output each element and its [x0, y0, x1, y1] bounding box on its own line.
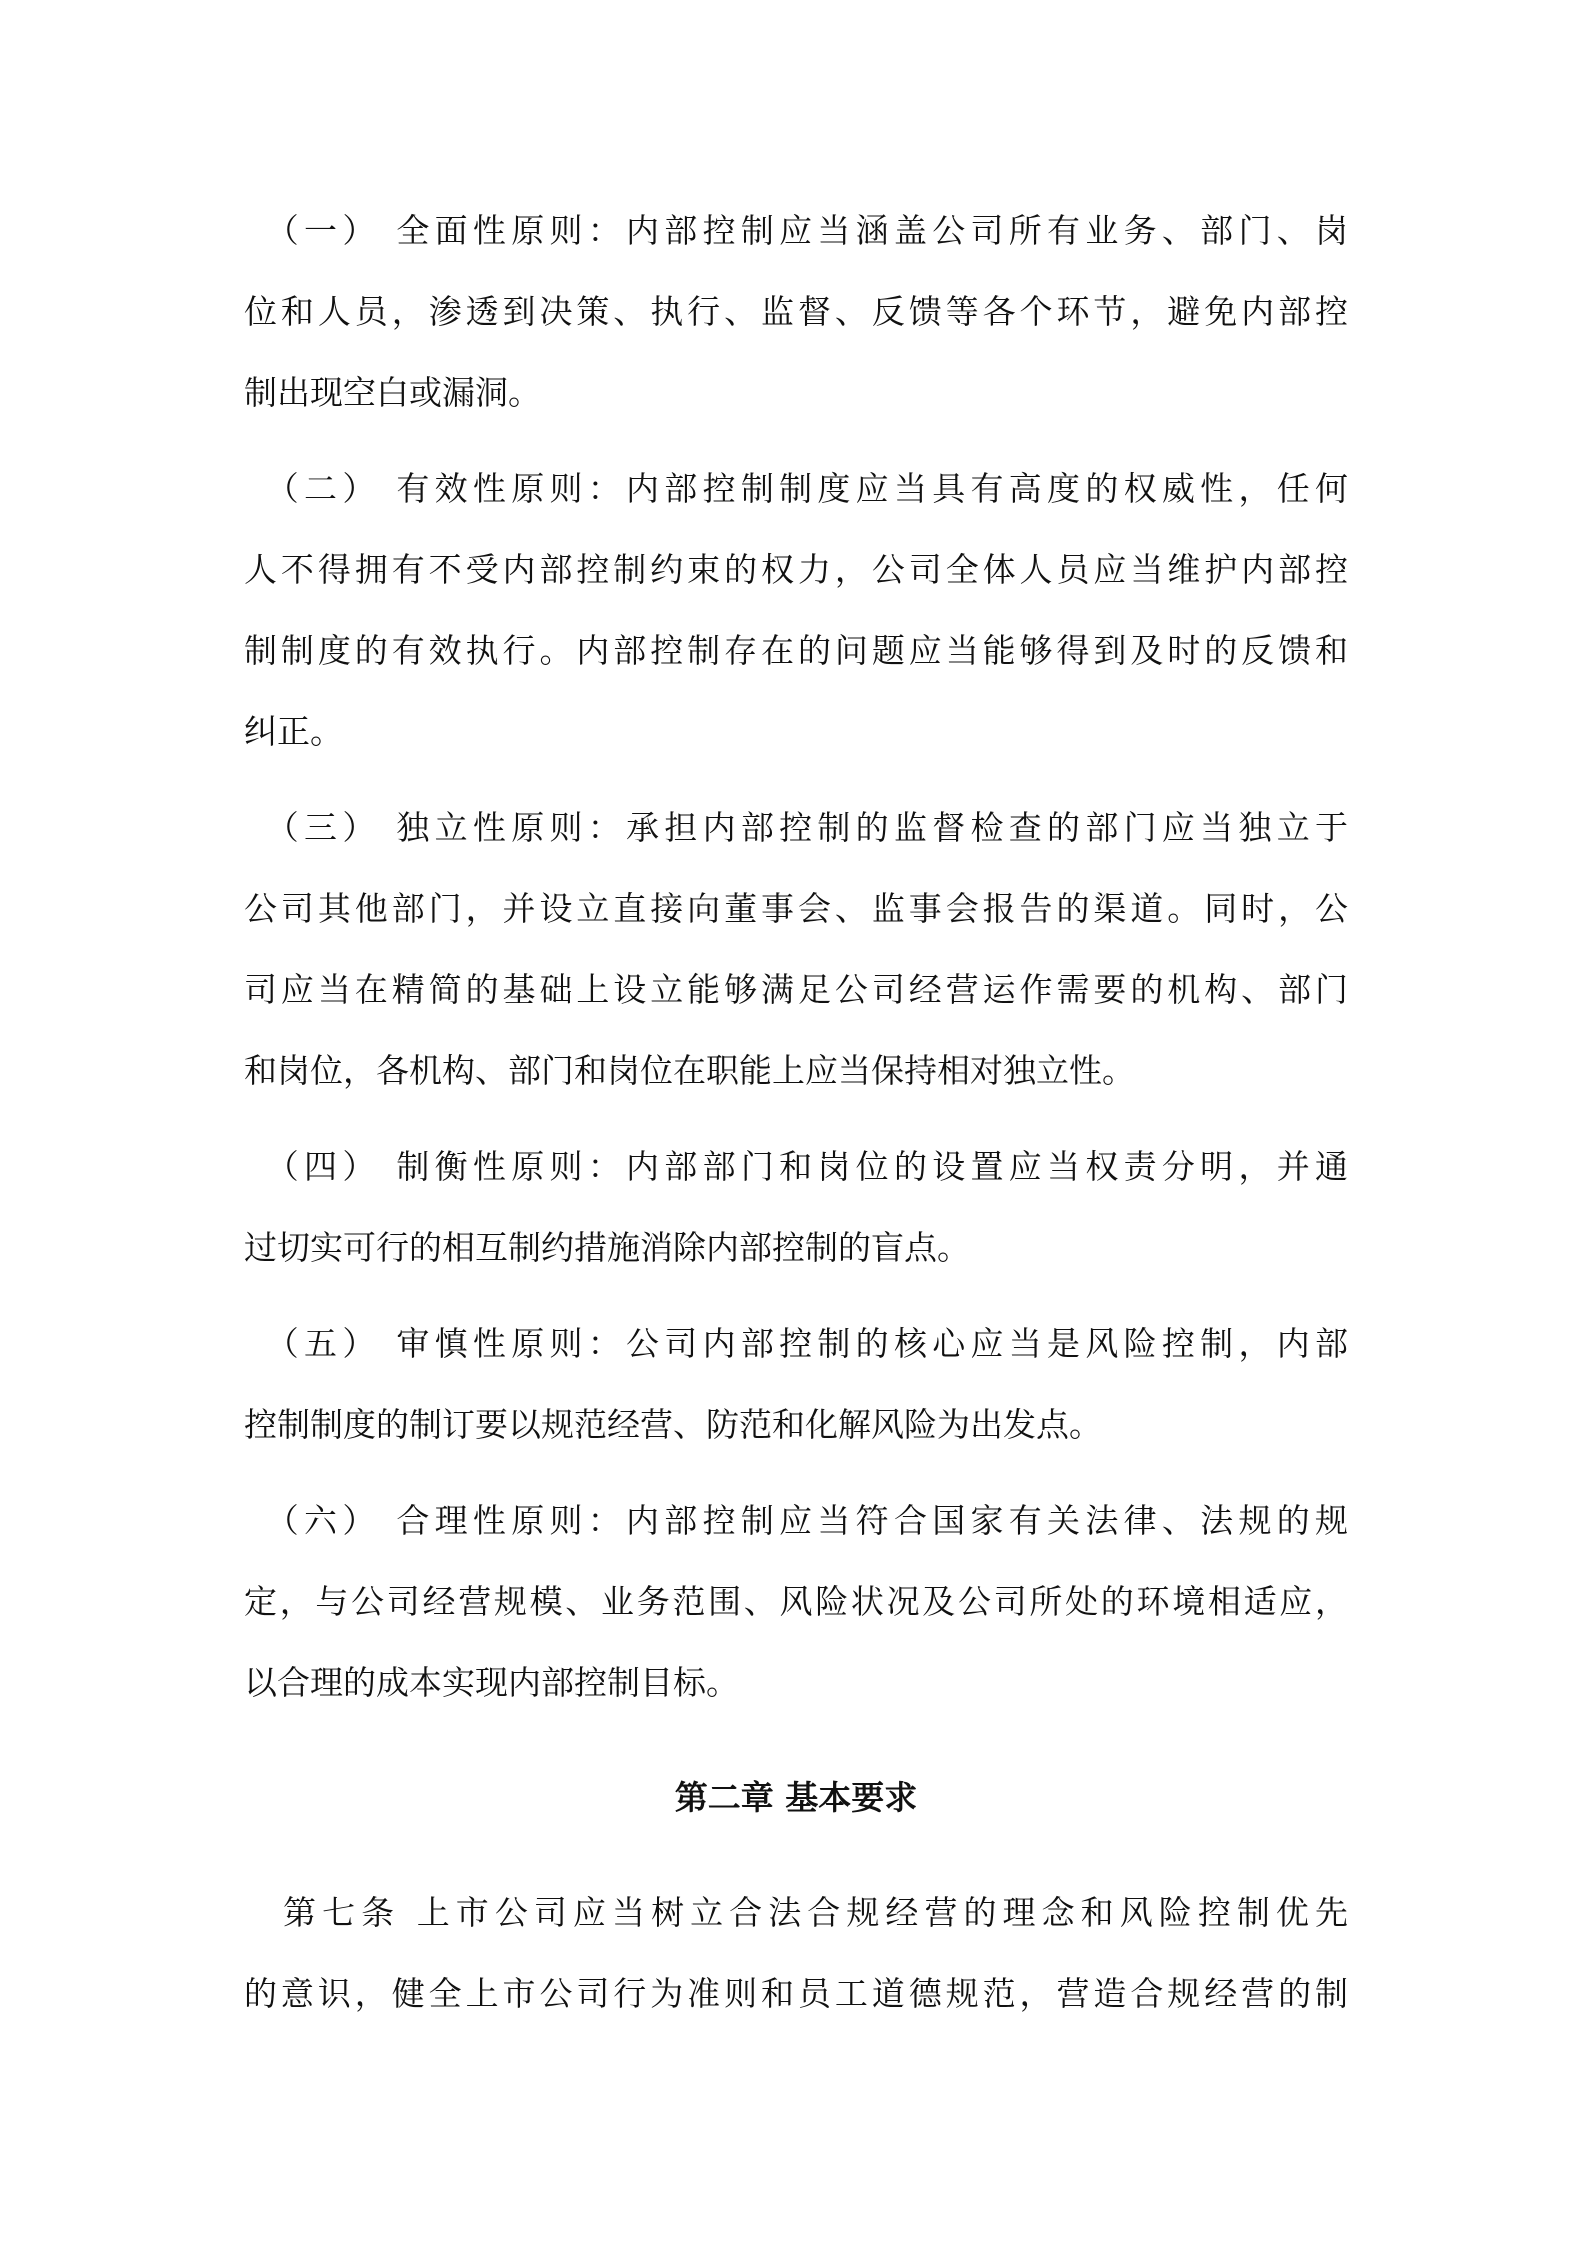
text-line: （六） 合理性原则：内部控制应当符合国家有关法律、法规的规 [244, 1501, 1348, 1540]
text-line: 过切实可行的相互制约措施消除内部控制的盲点。 [244, 1228, 970, 1267]
text-line: （三） 独立性原则：承担内部控制的监督检查的部门应当独立于 [244, 808, 1348, 847]
text-line: 控制制度的制订要以规范经营、防范和化解风险为出发点。 [244, 1405, 1102, 1444]
text-line: （二） 有效性原则：内部控制制度应当具有高度的权威性，任何 [244, 469, 1348, 508]
principle-reasonableness [244, 1480, 1348, 1723]
text-line: 第七条 上市公司应当树立合法合规经营的理念和风险控制优先 [244, 1893, 1348, 1932]
text-line: 公司其他部门，并设立直接向董事会、监事会报告的渠道。同时，公 [244, 889, 1348, 928]
text-line: 和岗位，各机构、部门和岗位在职能上应当保持相对独立性。 [244, 1051, 1135, 1090]
text-line: 位和人员，渗透到决策、执行、监督、反馈等各个环节，避免内部控 [244, 292, 1348, 331]
text-line: 纠正。 [244, 712, 343, 751]
text-line: 司应当在精简的基础上设立能够满足公司经营运作需要的机构、部门 [244, 970, 1348, 1009]
text-line: 定，与公司经营规模、业务范围、风险状况及公司所处的环境相适应， [244, 1582, 1348, 1621]
principle-prudence [244, 1303, 1348, 1465]
principle-comprehensiveness [244, 190, 1348, 433]
text-line: 制出现空白或漏洞。 [244, 373, 541, 412]
text-line: 人不得拥有不受内部控制约束的权力，公司全体人员应当维护内部控 [244, 550, 1348, 589]
text-line: （五） 审慎性原则：公司内部控制的核心应当是风险控制，内部 [244, 1324, 1348, 1363]
text-line: 以合理的成本实现内部控制目标。 [244, 1663, 739, 1702]
article-7 [244, 1872, 1348, 2034]
principle-effectiveness [244, 448, 1348, 772]
document-body [244, 190, 1348, 2034]
principle-checks-and-balances [244, 1126, 1348, 1288]
text-line: （一） 全面性原则：内部控制应当涵盖公司所有业务、部门、岗 [244, 211, 1348, 250]
text-line: （四） 制衡性原则：内部部门和岗位的设置应当权责分明，并通 [244, 1147, 1348, 1186]
text-line: 制制度的有效执行。内部控制存在的问题应当能够得到及时的反馈和 [244, 631, 1348, 670]
chapter-title: 第二章 基本要求 [674, 1778, 918, 1817]
principle-independence [244, 787, 1348, 1111]
text-line: 的意识，健全上市公司行为准则和员工道德规范，营造合规经营的制 [244, 1974, 1348, 2013]
